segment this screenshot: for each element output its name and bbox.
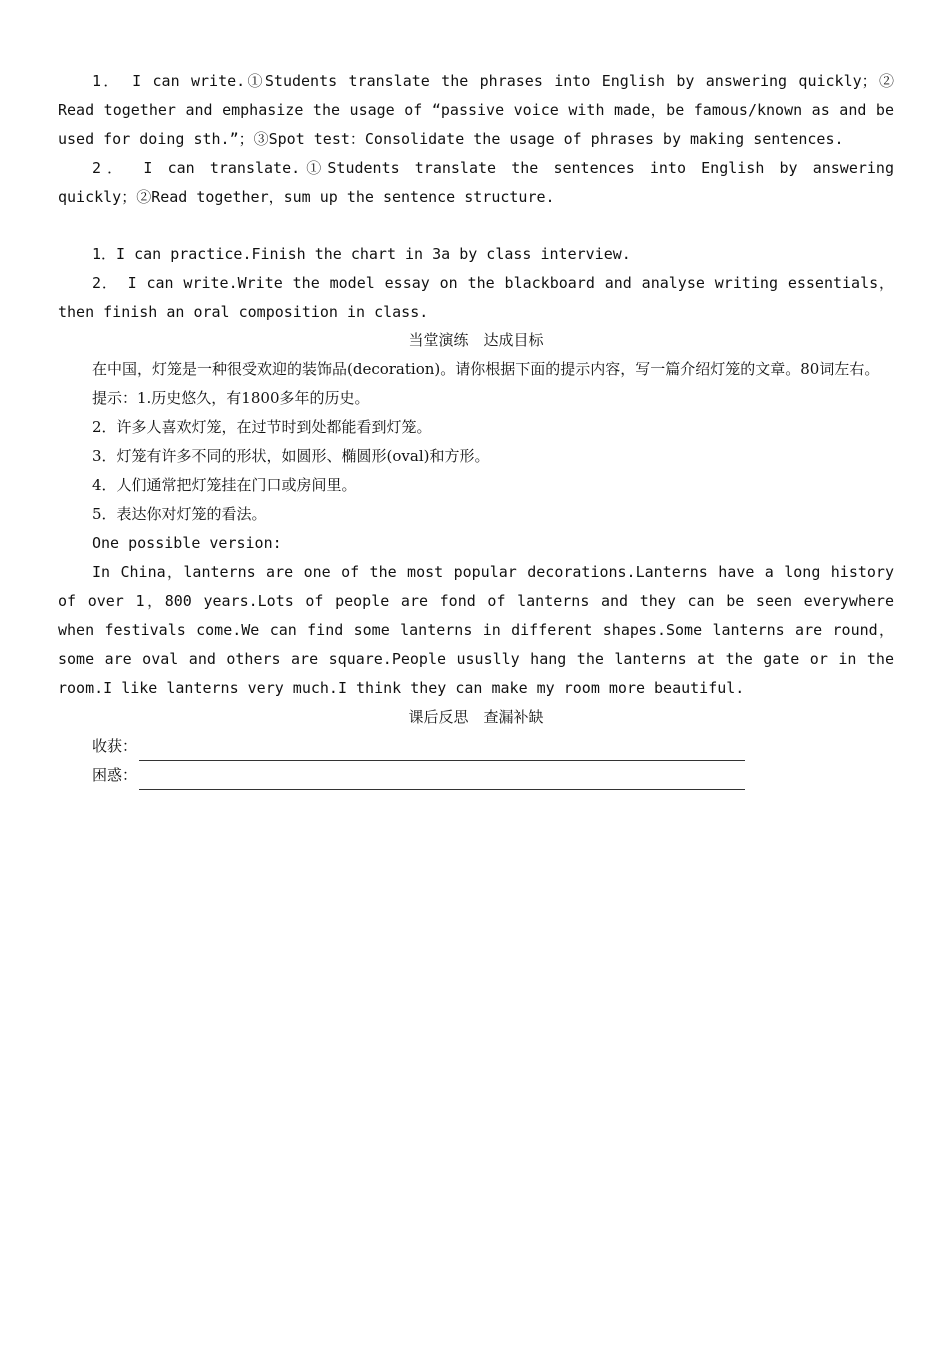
hint-item-3: 3．灯笼有许多不同的形状，如圆形、椭圆形(oval)和方形。 bbox=[92, 447, 490, 465]
hint-item-1: 提示：1.历史悠久，有1800多年的历史。 bbox=[92, 389, 370, 407]
practice-instruction: 在中国，灯笼是一种很受欢迎的装饰品(decoration)。请你根据下面的提示内容，写一篇介绍灯笼的文章。80词左右。 bbox=[92, 360, 880, 378]
practice-heading: 当堂演练 达成目标 bbox=[408, 331, 544, 349]
model-essay: In China，lanterns are one of the most popular decorations.Lanterns have a long history of over 1，800 years.Lots of people are fond of lanterns and they can be seen everywhere when festivals come.We can find some lanterns in different shapes.Some lanterns are round， some are oval and others are square.People ususlly hang the lanterns at the gate or in the room.I like lanterns very much.I think they can make my room more beautiful. bbox=[58, 563, 894, 697]
section-one bbox=[58, 67, 894, 212]
confusion-blank-line[interactable] bbox=[139, 769, 745, 790]
section-two bbox=[58, 240, 894, 327]
practice-section bbox=[58, 326, 894, 790]
gain-blank-line[interactable] bbox=[139, 740, 745, 761]
hint-item-5: 5．表达你对灯笼的看法。 bbox=[92, 505, 267, 523]
version-label: One possible version: bbox=[92, 534, 282, 552]
hint-item-4: 4．人们通常把灯笼挂在门口或房间里。 bbox=[92, 476, 357, 494]
confusion-row bbox=[58, 761, 894, 790]
section-two-item-1: 1．I can practice.Finish the chart in 3a by class interview. bbox=[92, 245, 631, 263]
section-two-item-2: 2． I can write.Write the model essay on the blackboard and analyse writing essentials， then finish an oral composition in class. bbox=[58, 274, 894, 321]
section-one-item-1: 1． I can write.①Students translate the phrases into English by answering quickly；② Read together and emphasize the usage of “passive voice with made，be famous/known as and be used for doing sth.”；③Spot test：Consolidate the usage of phrases by making sentences. bbox=[58, 72, 894, 148]
section-one-item-2: 2． I can translate.①Students translate the sentences into English by answering quickly；②Read together，sum up the sentence structure. bbox=[58, 159, 894, 206]
gain-label: 收获： bbox=[92, 737, 138, 755]
reflection-heading: 课后反思 查漏补缺 bbox=[408, 708, 544, 726]
confusion-label: 困惑： bbox=[92, 766, 138, 784]
gain-row bbox=[58, 732, 894, 761]
hint-item-2: 2．许多人喜欢灯笼，在过节时到处都能看到灯笼。 bbox=[92, 418, 432, 436]
